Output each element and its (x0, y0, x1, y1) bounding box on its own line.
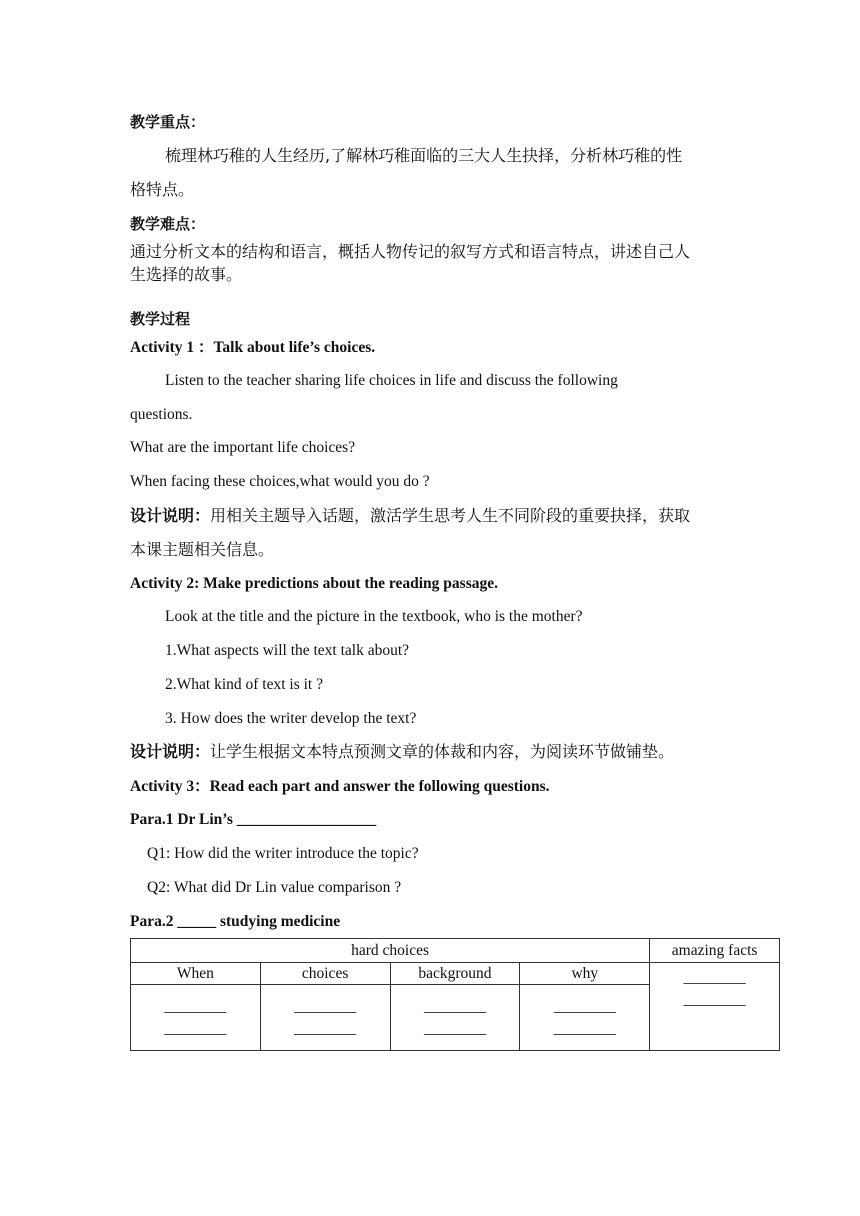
activity2-question3: 3. How does the writer develop the text? (165, 710, 417, 727)
key-points-heading: 教学重点： (130, 113, 206, 131)
process-heading: 教学过程 (130, 310, 191, 328)
activity1-question2: When facing these choices,what would you do ? (130, 473, 430, 490)
choices-cell (260, 985, 390, 1051)
hard-choices-table (130, 938, 780, 1051)
background-cell (390, 985, 520, 1051)
blank-line: ________ (164, 997, 227, 1015)
column-header-choices: choices (260, 963, 390, 985)
para2-title: Para.2 _____ studying medicine (130, 913, 341, 930)
column-header-why: why (520, 963, 650, 985)
blank-line: ________ (683, 969, 746, 986)
activity1-line2: questions. (130, 406, 193, 423)
blank-line: ________ (294, 997, 357, 1015)
para1-question2: Q2: What did Dr Lin value comparison ? (147, 879, 402, 896)
column-header-when: When (131, 963, 261, 985)
blank-line: ________ (423, 997, 486, 1015)
blank-line: ________ (553, 997, 616, 1015)
activity1-design-line2: 本课主题相关信息。 (130, 540, 275, 559)
activity1-title: Activity 1 ：Talk about life’s choices. (130, 339, 376, 356)
activity2-line1: Look at the title and the picture in the textbook, who is the mother? (165, 608, 583, 625)
blank-line: ________ (683, 991, 746, 1008)
activity3-title: Activity 3：Read each part and answer the following questions. (130, 778, 550, 795)
para1-title: Para.1 Dr Lin’s __________________ (130, 811, 377, 828)
table-header-amazing-facts: amazing facts (650, 939, 780, 963)
when-cell (131, 985, 261, 1051)
activity1-question1: What are the important life choices? (130, 439, 356, 456)
blank-line: ________ (423, 1019, 486, 1037)
para1-question1: Q1: How did the writer introduce the topic? (147, 845, 419, 862)
column-header-background: background (390, 963, 520, 985)
table-header-hard-choices: hard choices (131, 939, 650, 963)
difficulties-heading: 教学难点： (130, 215, 206, 233)
blank-line: ________ (164, 1019, 227, 1037)
design-text: 用相关主题导入话题，激活学生思考人生不同阶段的重要抉择，获取 (210, 506, 691, 525)
key-points-line1: 梳理林巧稚的人生经历,了解林巧稚面临的三大人生抉择，分析林巧稚的性 (165, 146, 683, 165)
activity2-question2: 2.What kind of text is it ? (165, 676, 323, 693)
amazing-facts-cell (650, 963, 780, 1051)
design-label: 设计说明： (130, 742, 211, 761)
activity1-line1: Listen to the teacher sharing life choices in life and discuss the following (165, 372, 618, 389)
activity2-design-note (130, 742, 674, 762)
activity2-title: Activity 2: Make predictions about the reading passage. (130, 575, 498, 592)
design-text: 让学生根据文本特点预测文章的体裁和内容，为阅读环节做铺垫。 (210, 742, 675, 761)
activity2-question1: 1.What aspects will the text talk about? (165, 642, 410, 659)
design-label: 设计说明： (130, 506, 211, 525)
blank-line: ________ (553, 1019, 616, 1037)
activity1-design-note (130, 506, 690, 526)
difficulties-line2: 生选择的故事。 (130, 265, 243, 284)
difficulties-line1: 通过分析文本的结构和语言，概括人物传记的叙写方式和语言特点，讲述自己人 (130, 242, 691, 261)
key-points-line2: 格特点。 (130, 180, 195, 199)
blank-line: ________ (294, 1019, 357, 1037)
why-cell (520, 985, 650, 1051)
